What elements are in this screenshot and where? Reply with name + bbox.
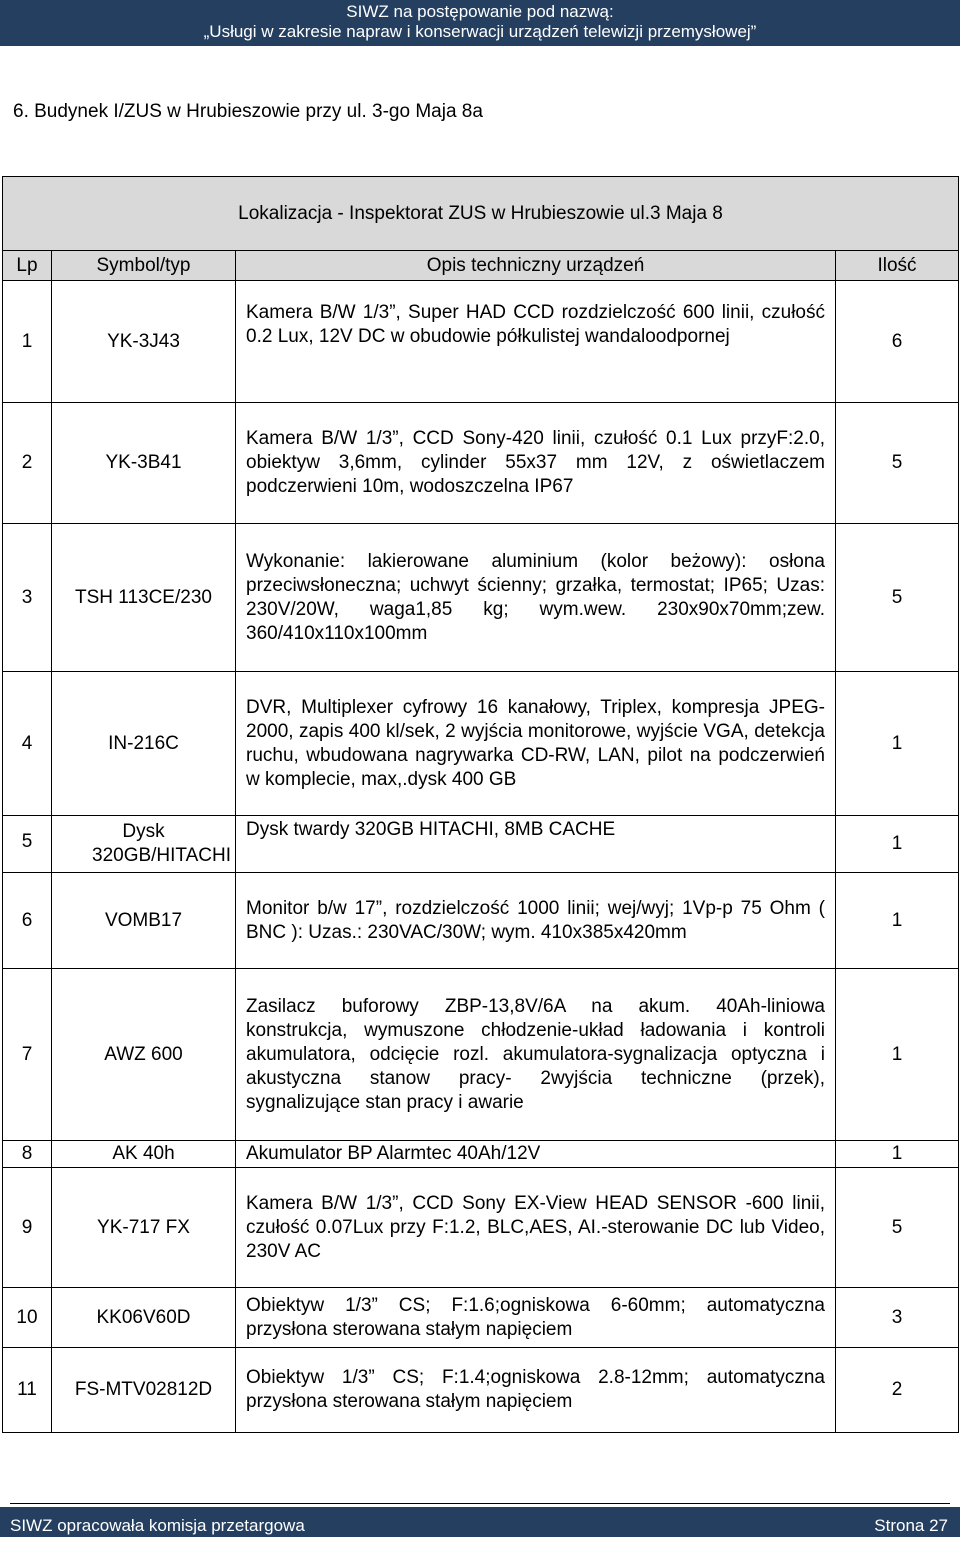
cell-symbol: AK 40h	[52, 1141, 236, 1168]
cell-description: Wykonanie: lakierowane aluminium (kolor beżowy): osłona przeciwsłoneczna; uchwyt ścienny; grzałka, termostat; IP65; Uzas: 230V/20W, waga1,85 kg; wym.wew. 230x90x70mm;zew. 360/410x110x100mm	[236, 524, 836, 672]
cell-lp: 9	[3, 1168, 52, 1288]
section-title: 6. Budynek I/ZUS w Hrubieszowie przy ul. 3-go Maja 8a	[13, 101, 483, 122]
cell-quantity: 5	[836, 403, 959, 524]
cell-lp: 2	[3, 403, 52, 524]
table-row	[3, 1168, 959, 1288]
cell-lp: 11	[3, 1348, 52, 1433]
table-row	[3, 873, 959, 969]
table-row	[3, 281, 959, 403]
table-row	[3, 1141, 959, 1168]
cell-symbol: FS-MTV02812D	[52, 1348, 236, 1433]
footer-left-text: SIWZ opracowała komisja przetargowa	[10, 1516, 305, 1535]
cell-description: Kamera B/W 1/3”, CCD Sony-420 linii, czułość 0.1 Lux przyF:2.0, obiektyw 3,6mm, cylinder 55x37 mm 12V, z oświetlaczem podczerwieni 10m, wodoszczelna IP67	[236, 403, 836, 524]
equipment-table	[2, 176, 959, 1433]
cell-quantity: 1	[836, 969, 959, 1141]
table-row	[3, 1348, 959, 1433]
cell-quantity: 5	[836, 524, 959, 672]
cell-symbol: YK-3J43	[52, 281, 236, 403]
column-header-lp: Lp	[3, 251, 52, 281]
cell-quantity: 6	[836, 281, 959, 403]
page-footer-band	[0, 1507, 960, 1537]
table-row	[3, 969, 959, 1141]
cell-description: DVR, Multiplexer cyfrowy 16 kanałowy, Triplex, kompresja JPEG-2000, zapis 400 kl/sek, 2 wyjścia monitorowe, wyjście VGA, detekcja ruchu, wbudowana nagrywarka CD-RW, LAN, pilot na podczerwień w komplecie, max,.dysk 400 GB	[236, 672, 836, 816]
location-cell: Lokalizacja - Inspektorat ZUS w Hrubieszowie ul.3 Maja 8	[3, 177, 959, 251]
cell-symbol: TSH 113CE/230	[52, 524, 236, 672]
cell-lp: 1	[3, 281, 52, 403]
cell-description: Akumulator BP Alarmtec 40Ah/12V	[236, 1141, 836, 1168]
cell-quantity: 1	[836, 816, 959, 873]
cell-description: Kamera B/W 1/3”, CCD Sony EX-View HEAD SENSOR -600 linii, czułość 0.07Lux przy F:1.2, BLC,AES, AI.-sterowanie DC lub Video, 230V AC	[236, 1168, 836, 1288]
page-number: Strona 27	[874, 1516, 948, 1535]
cell-description: Kamera B/W 1/3”, Super HAD CCD rozdzielczość 600 linii, czułość 0.2 Lux, 12V DC w obudowie półkulistej wandaloodpornej	[236, 281, 836, 403]
table-row	[3, 1288, 959, 1348]
cell-quantity: 2	[836, 1348, 959, 1433]
table-row	[3, 524, 959, 672]
table-row	[3, 403, 959, 524]
cell-symbol: Dysk 320GB/HITACHI	[52, 816, 236, 873]
cell-lp: 5	[3, 816, 52, 873]
cell-lp: 4	[3, 672, 52, 816]
cell-symbol: KK06V60D	[52, 1288, 236, 1348]
cell-description: Dysk twardy 320GB HITACHI, 8MB CACHE	[236, 816, 836, 873]
location-row	[3, 177, 959, 251]
cell-quantity: 1	[836, 672, 959, 816]
cell-lp: 6	[3, 873, 52, 969]
cell-quantity: 1	[836, 1141, 959, 1168]
table-row	[3, 816, 959, 873]
column-header-row	[3, 251, 959, 281]
column-header-symbol: Symbol/typ	[52, 251, 236, 281]
page-header-band	[0, 0, 960, 46]
cell-symbol: YK-3B41	[52, 403, 236, 524]
cell-symbol: AWZ 600	[52, 969, 236, 1141]
cell-quantity: 1	[836, 873, 959, 969]
cell-quantity: 5	[836, 1168, 959, 1288]
cell-symbol: VOMB17	[52, 873, 236, 969]
column-header-quantity: Ilość	[836, 251, 959, 281]
cell-lp: 7	[3, 969, 52, 1141]
cell-description: Zasilacz buforowy ZBP-13,8V/6A na akum. 40Ah-liniowa konstrukcja, wymuszone chłodzenie-układ ładowania i kontroli akumulatora, odcięcie rozl. akumulatora-sygnalizacja optyczna i akustyczna stanow pracy- 2wyjścia techniczne (przek), sygnalizujące stan pracy i awarie	[236, 969, 836, 1141]
cell-quantity: 3	[836, 1288, 959, 1348]
table-row	[3, 672, 959, 816]
cell-lp: 8	[3, 1141, 52, 1168]
column-header-description: Opis techniczny urządzeń	[236, 251, 836, 281]
cell-symbol: IN-216C	[52, 672, 236, 816]
cell-description: Obiektyw 1/3” CS; F:1.4;ogniskowa 2.8-12mm; automatyczna przysłona sterowana stałym napięciem	[236, 1348, 836, 1433]
cell-description: Monitor b/w 17”, rozdzielczość 1000 linii; wej/wyj; 1Vp-p 75 Ohm ( BNC ): Uzas.: 230VAC/30W; wym. 410x385x420mm	[236, 873, 836, 969]
cell-symbol: YK-717 FX	[52, 1168, 236, 1288]
header-line-2: „Usługi w zakresie napraw i konserwacji urządzeń telewizji przemysłowej”	[203, 22, 757, 41]
cell-lp: 3	[3, 524, 52, 672]
footer-divider	[10, 1503, 950, 1504]
cell-description: Obiektyw 1/3” CS; F:1.6;ogniskowa 6-60mm; automatyczna przysłona sterowana stałym napięciem	[236, 1288, 836, 1348]
cell-lp: 10	[3, 1288, 52, 1348]
header-line-1: SIWZ na postępowanie pod nazwą:	[346, 2, 614, 21]
